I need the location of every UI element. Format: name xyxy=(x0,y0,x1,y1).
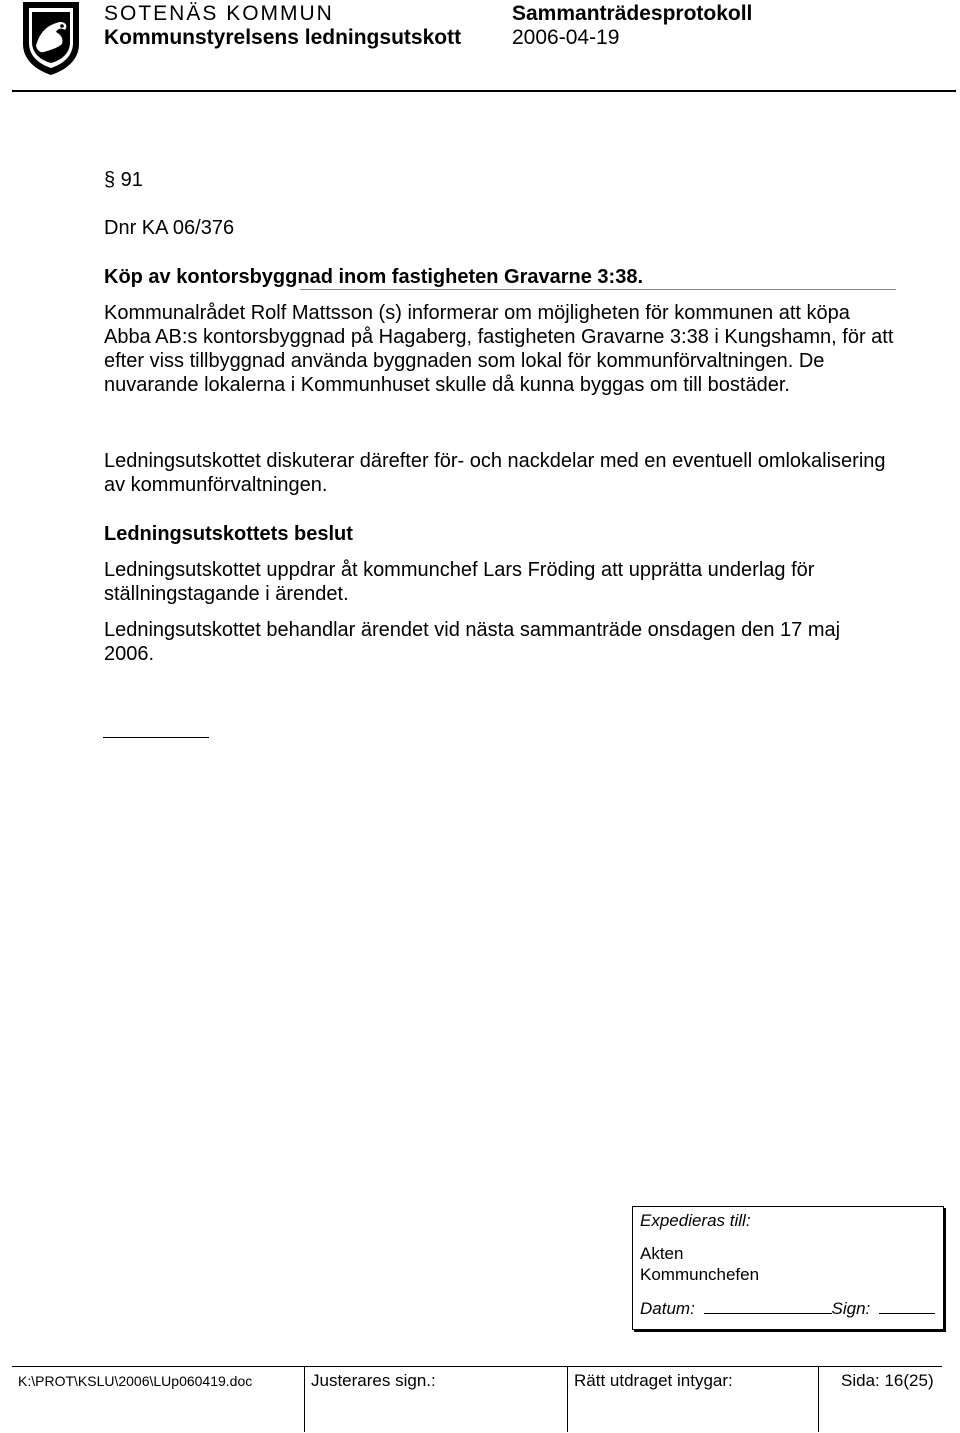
distribution-box xyxy=(632,1206,944,1330)
meeting-date: 2006-04-19 xyxy=(512,26,620,49)
paragraph-number: § 91 xyxy=(104,169,143,191)
section-end-line xyxy=(103,737,209,738)
title-divider xyxy=(300,289,896,290)
adjuster-signature-cell: Justerares sign.: xyxy=(304,1366,567,1432)
distribution-label: Expedieras till: xyxy=(640,1211,751,1230)
file-path: K:\PROT\KSLU\2006\LUp060419.doc xyxy=(18,1373,253,1389)
datum-field[interactable] xyxy=(704,1299,832,1314)
extract-certification-cell: Rätt utdraget intygar: xyxy=(567,1366,818,1432)
diary-number: Dnr KA 06/376 xyxy=(104,217,235,239)
item-title: Köp av kontorsbyggnad inom fastigheten Gravarne 3:38. xyxy=(104,266,644,288)
intro-paragraph: Kommunalrådet Rolf Mattsson (s) informerar om möjligheten för kommunen att köpa Abba AB:s kontorsbyggnad på Hagaberg, fastigheten Gravarne 3:38 i Kungshamn, för att efter viss tillbyggnad använda byggnaden som lokal för kommunförvaltningen. De nuvarande lokalerna i Kommunhuset skulle då kunna byggas om till bostäder. xyxy=(104,302,894,396)
decision-paragraph-2: Ledningsutskottet behandlar ärendet vid nästa sammanträde onsdagen den 17 maj 2006. xyxy=(104,619,841,665)
header-divider xyxy=(12,90,956,92)
page-number: Sida: 16(25) xyxy=(818,1366,942,1432)
decision-paragraph-1: Ledningsutskottet uppdrar åt kommunchef Lars Fröding att upprätta underlag för ställningstagande i ärendet. xyxy=(104,559,815,605)
municipality-name: SOTENÄS KOMMUN xyxy=(104,2,334,25)
decision-heading: Ledningsutskottets beslut xyxy=(104,523,353,545)
recipient-item: Kommunchefen xyxy=(640,1265,760,1284)
discussion-paragraph: Ledningsutskottet diskuterar därefter för- och nackdelar med en eventuell omlokalisering av kommunförvaltningen. xyxy=(104,450,886,496)
sign-label: Sign: xyxy=(831,1299,871,1318)
sign-field[interactable] xyxy=(879,1299,935,1314)
document-type: Sammanträdesprotokoll xyxy=(512,2,753,25)
department-name: Kommunstyrelsens ledningsutskott xyxy=(104,26,462,49)
datum-sign-row xyxy=(640,1299,935,1319)
recipient-item: Akten xyxy=(640,1244,684,1263)
municipal-coat-of-arms-icon xyxy=(20,0,82,76)
datum-label: Datum: xyxy=(640,1299,695,1318)
